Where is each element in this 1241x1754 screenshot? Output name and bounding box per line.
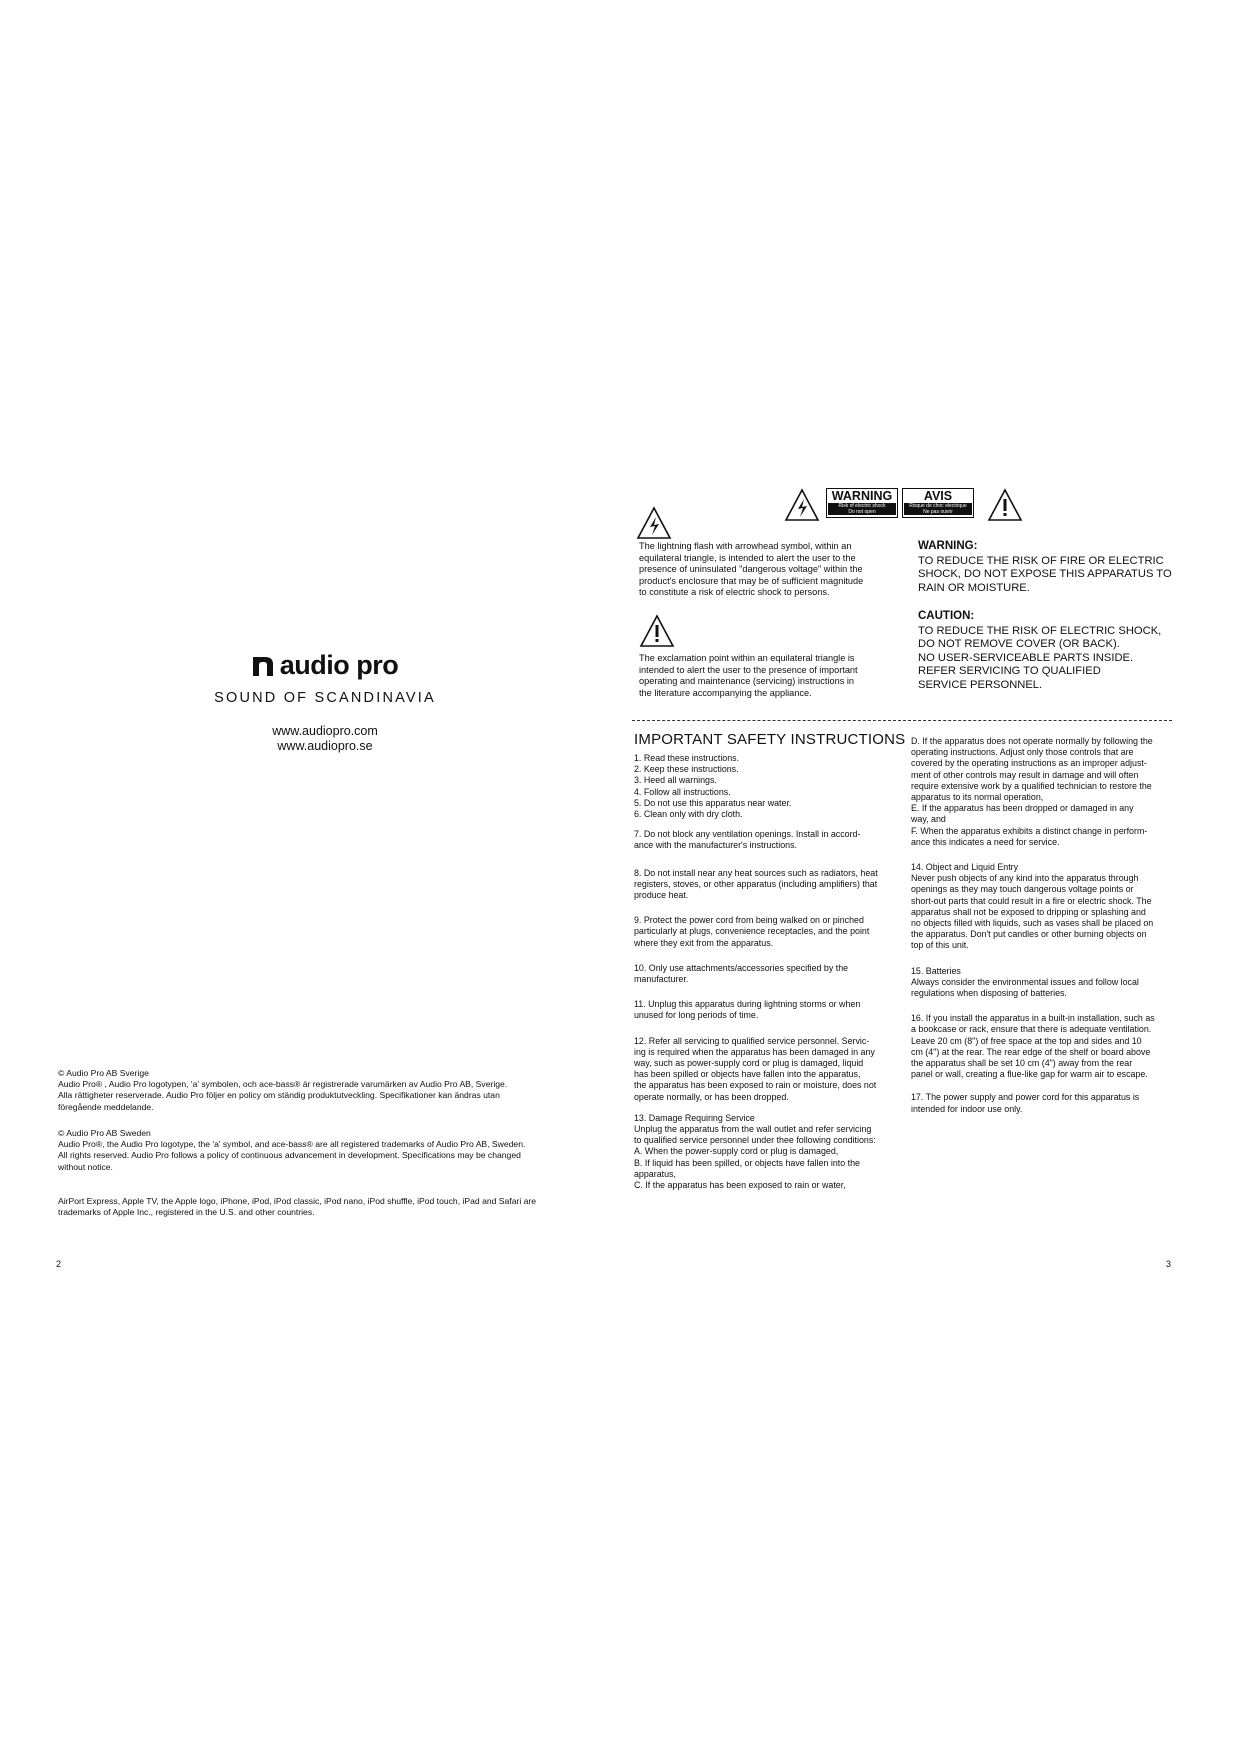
exclamation-explanation — [639, 653, 899, 699]
warning-line: TO REDUCE THE RISK OF FIRE OR ELECTRIC — [918, 554, 1164, 567]
warning-title: WARNING: — [918, 540, 978, 552]
lightning-explanation — [639, 541, 899, 599]
text-line: F. When the apparatus exhibits a distinct change in perform- — [911, 825, 1148, 836]
legal-swedish — [58, 1068, 588, 1113]
text-line: 9. Protect the power cord from being walked on or pinched — [634, 915, 864, 926]
text-line: operating and maintenance (servicing) instructions in — [639, 676, 855, 687]
text-line: 8. Do not install near any heat sources such as radiators, heat — [634, 867, 878, 878]
text-line: 15. Batteries — [911, 965, 961, 976]
list-item: 2. Keep these instructions. — [634, 764, 739, 775]
text-line: ance this indicates a need for service. — [911, 836, 1060, 847]
text-line: way, and — [911, 814, 946, 825]
instruction-12 — [634, 1036, 896, 1103]
text-line: operating instructions. Adjust only those controls that are — [911, 747, 1134, 758]
instruction-list — [634, 753, 896, 820]
text-line: E. If the apparatus has been dropped or damaged in any — [911, 803, 1134, 814]
text-line: unused for long periods of time. — [634, 1010, 759, 1021]
text-line: short-out parts that could result in a fire or electric shock. The — [911, 895, 1152, 906]
text-line: covered by the operating instructions as an improper adjust- — [911, 758, 1147, 769]
legal-line: © Audio Pro AB Sverige — [58, 1068, 149, 1078]
text-line: the apparatus. Don't put candles or other burning objects on — [911, 929, 1147, 940]
text-line: top of this unit. — [911, 940, 969, 951]
legal-line: © Audio Pro AB Sweden — [58, 1128, 151, 1138]
text-line: manufacturer. — [634, 974, 689, 985]
instruction-15 — [911, 966, 1179, 1000]
warning-label-head: WARNING — [831, 489, 893, 503]
legal-line: föregående meddelande. — [58, 1101, 154, 1112]
exclamation-triangle-icon — [639, 614, 675, 648]
list-item: 3. Heed all warnings. — [634, 775, 717, 786]
text-line: 16. If you install the apparatus in a built-in installation, such as — [911, 1013, 1155, 1024]
text-line: registers, stoves, or other apparatus (including amplifiers) that — [634, 878, 878, 889]
text-line: apparatus to its normal operation, — [911, 792, 1044, 803]
page-number-left: 2 — [56, 1259, 62, 1269]
text-line: apparatus, — [634, 1168, 676, 1179]
text-line: 17. The power supply and power cord for this apparatus is — [911, 1092, 1140, 1103]
list-item: 6. Clean only with dry cloth. — [634, 809, 743, 820]
text-line: 13. Damage Requiring Service — [634, 1112, 755, 1123]
text-line: Never push objects of any kind into the apparatus through — [911, 873, 1139, 884]
legal-line: Audio Pro® , Audio Pro logotypen, 'a' symbolen, och ace-bass® är registrerade varumärken av Audio Pro AB, Sverige. — [58, 1079, 508, 1090]
avis-sub-line: Ne pas ouvrir — [923, 509, 953, 515]
safety-title: IMPORTANT SAFETY INSTRUCTIONS — [634, 731, 906, 748]
text-line: 7. Do not block any ventilation openings. Install in accord- — [634, 829, 861, 840]
text-line: B. If liquid has been spilled, or objects have fallen into the — [634, 1157, 860, 1168]
text-line: operate normally, or has been dropped. — [634, 1091, 789, 1102]
safety-column-2 — [911, 736, 1179, 1124]
instruction-16 — [911, 1013, 1179, 1080]
avis-label-sub — [904, 503, 972, 515]
text-line: ment of other controls may result in damage and will often — [911, 769, 1139, 780]
warning-label — [826, 488, 898, 518]
text-line: cm (4") at the rear. The rear edge of the shelf or board above — [911, 1046, 1151, 1057]
exclamation-triangle-icon — [987, 488, 1023, 522]
instruction-17 — [911, 1092, 1179, 1114]
url-com[interactable]: www.audiopro.com — [272, 723, 378, 738]
text-line: the apparatus has been exposed to rain or moisture, does not — [634, 1080, 877, 1091]
legal-english — [58, 1128, 588, 1173]
url-se[interactable]: www.audiopro.se — [277, 738, 373, 753]
caution-block — [918, 610, 1178, 693]
text-line: 10. Only use attachments/accessories specified by the — [634, 962, 849, 973]
audio-pro-a-icon — [252, 655, 274, 677]
warning-label-sub — [828, 503, 896, 515]
instruction-11 — [634, 999, 896, 1021]
text-line: produce heat. — [634, 890, 689, 901]
legal-line: Audio Pro®, the Audio Pro logotype, the 'a' symbol, and ace-bass® are all registered trademarks of Audio Pro AB, Sweden. — [58, 1139, 526, 1150]
text-line: 14. Object and Liquid Entry — [911, 862, 1019, 873]
trademark-line: AirPort Express, Apple TV, the Apple logo, iPhone, iPod, iPod classic, iPod nano, iPod shuffle, iPod touch, iPad and Safari are — [58, 1196, 537, 1206]
warning-block — [918, 540, 1178, 595]
text-line: way, such as power-supply cord or plug is damaged, liquid — [634, 1058, 864, 1069]
warning-line: RAIN OR MOISTURE. — [918, 581, 1030, 594]
warning-sub-line: Do not open — [848, 509, 876, 515]
brand-block — [0, 650, 650, 754]
text-line: panel or wall, creating a flue-like gap for warm air to escape. — [911, 1069, 1148, 1080]
text-line: product's enclosure that may be of sufficient magnitude — [639, 575, 864, 586]
text-line: The lightning flash with arrowhead symbol, within an — [639, 541, 852, 551]
dashed-divider — [632, 720, 1172, 721]
text-line: the apparatus shall be set 10 cm (4") away from the rear — [911, 1058, 1133, 1069]
text-line: the literature accompanying the appliance. — [639, 687, 812, 698]
legal-line: without notice. — [58, 1161, 113, 1172]
brand-tagline: SOUND OF SCANDINAVIA — [214, 689, 436, 706]
text-line: equilateral triangle, is intended to alert the user to the — [639, 552, 856, 563]
text-line: intended to alert the user to the presence of important — [639, 664, 858, 675]
list-item: 5. Do not use this apparatus near water. — [634, 797, 792, 808]
text-line: to qualified service personnel under thee following conditions: — [634, 1135, 876, 1146]
text-line: 11. Unplug this apparatus during lightning storms or when — [634, 999, 861, 1010]
text-line: ance with the manufacturer's instructions. — [634, 840, 798, 851]
avis-sub-line: Risque de choc electrique — [909, 503, 967, 509]
caution-title: CAUTION: — [918, 610, 975, 622]
text-line: to constitute a risk of electric shock to persons. — [639, 587, 830, 598]
text-line: The exclamation point within an equilateral triangle is — [639, 653, 855, 663]
list-item: 1. Read these instructions. — [634, 753, 740, 763]
instruction-9 — [634, 915, 896, 949]
instruction-8 — [634, 868, 896, 902]
text-line: intended for indoor use only. — [911, 1103, 1023, 1114]
legal-line: All rights reserved. Audio Pro follows a policy of continuous advancement in development. Specifications may be changed — [58, 1150, 521, 1161]
text-line: Leave 20 cm (8") of free space at the top and sides and 10 — [911, 1035, 1142, 1046]
text-line: a bookcase or rack, ensure that there is adequate ventilation. — [911, 1024, 1152, 1035]
legal-line: Alla rättigheter reserverade. Audio Pro följer en policy om ständig produktutveckling. Specifikationer kan ändras utan — [58, 1090, 500, 1101]
trademark-line: trademarks of Apple Inc., registered in the U.S. and other countries. — [58, 1207, 315, 1218]
text-line: openings as they may touch dangerous voltage points or — [911, 884, 1134, 895]
instruction-13-continued — [911, 736, 1179, 848]
text-line: Always consider the environmental issues and follow local — [911, 976, 1139, 987]
instruction-14 — [911, 862, 1179, 952]
brand-urls — [0, 724, 650, 754]
text-line: apparatus shall not be exposed to dripping or splashing and — [911, 906, 1146, 917]
lightning-triangle-icon — [636, 506, 672, 540]
text-line: C. If the apparatus has been exposed to rain or water, — [634, 1180, 846, 1191]
text-line: 12. Refer all servicing to qualified service personnel. Servic- — [634, 1035, 870, 1046]
text-line: require extensive work by a qualified technician to restore the — [911, 780, 1152, 791]
text-line: particularly at plugs, convenience receptacles, and the point — [634, 926, 870, 937]
caution-line: NO USER-SERVICEABLE PARTS INSIDE. — [918, 651, 1134, 664]
avis-label — [902, 488, 974, 518]
text-line: D. If the apparatus does not operate normally by following the — [911, 736, 1153, 746]
caution-line: DO NOT REMOVE COVER (OR BACK). — [918, 638, 1120, 651]
safety-column-1 — [634, 753, 896, 1191]
instruction-10 — [634, 963, 896, 985]
audio-pro-logo — [252, 650, 399, 681]
lightning-triangle-icon — [784, 488, 820, 522]
warning-line: SHOCK, DO NOT EXPOSE THIS APPARATUS TO — [918, 568, 1172, 581]
text-line: A. When the power-supply cord or plug is damaged, — [634, 1146, 839, 1157]
trademarks-notice — [58, 1196, 618, 1218]
text-line: ing is required when the apparatus has been damaged in any — [634, 1046, 875, 1057]
text-line: has been spilled or objects have fallen into the apparatus, — [634, 1069, 861, 1080]
caution-line: TO REDUCE THE RISK OF ELECTRIC SHOCK, — [918, 624, 1162, 637]
page-number-right: 3 — [1166, 1259, 1172, 1269]
text-line: Unplug the apparatus from the wall outlet and refer servicing — [634, 1124, 872, 1135]
instruction-7 — [634, 829, 896, 851]
instruction-13 — [634, 1113, 896, 1191]
brand-name: audio pro — [279, 650, 399, 680]
list-item: 4. Follow all instructions. — [634, 786, 731, 797]
text-line: no objects filled with liquids, such as vases shall be placed on — [911, 918, 1154, 929]
warning-sub-line: Risk of electric shock — [838, 503, 886, 509]
avis-label-head: AVIS — [923, 489, 953, 503]
text-line: presence of uninsulated "dangerous voltage" within the — [639, 564, 863, 575]
text-line: where they exit from the apparatus. — [634, 937, 774, 948]
caution-line: SERVICE PERSONNEL. — [918, 678, 1043, 691]
caution-line: REFER SERVICING TO QUALIFIED — [918, 665, 1101, 678]
text-line: regulations when disposing of batteries. — [911, 988, 1067, 999]
